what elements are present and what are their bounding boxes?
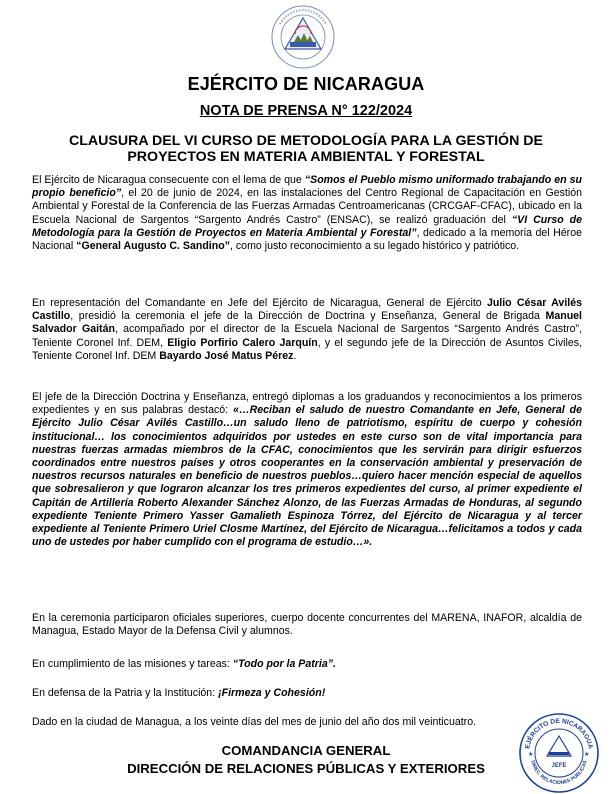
closing-date-text: Dado en la ciudad de Managua, a los veinte días del mes de junio del año dos mil veinticuatro. [32, 716, 477, 728]
paragraph-text: , acompañado por el director de la Escuela Nacional de Sargentos “Sargento Andrés Castro”, Teniente Coronel Inf. DEM, [32, 323, 582, 349]
press-release-number: NOTA DE PRENSA N° 122/2024 [199, 103, 413, 119]
seal-star-icon: ★ [528, 751, 534, 758]
title-line-2: PROYECTOS EN MATERIA AMBIENTAL Y FORESTAL [127, 149, 485, 165]
organization-heading: EJÉRCITO DE NICARAGUA [187, 74, 425, 94]
paragraph-3 [32, 391, 582, 549]
slogan: “Todo por la Patria”. [232, 658, 336, 670]
paragraph-text: En representación del Comandante en Jefe del Ejército de Nicaragua, General de Ejército [32, 297, 487, 309]
official-seal-icon [518, 712, 600, 794]
signature-line-1: COMANDANCIA GENERAL [221, 743, 391, 758]
hero-name: “General Augusto C. Sandino” [76, 240, 230, 253]
paragraph-1 [32, 174, 582, 253]
paragraph-text: , dedicado a la memoria del Héroe Nacional [32, 226, 582, 253]
paragraph-text: , el 20 de junio de 2024, en las instalaciones del Centro Regional de Capacitación en Gestión Ambiental y Forestal de la Conferencia de las Fuerzas Armadas Centroamericanas (CRCGAF-CFAC), ubicado en la Escuela Nacional de Sargentos “Sargento Andrés Castro” (ENSAC), se realizó graduación del [32, 187, 582, 226]
seal-center-text: JEFE [551, 763, 567, 769]
paragraph-text: En la ceremonia participaron oficiales superiores, cuerpo docente concurrentes del MARENA, INAFOR, alcaldía de Managua, Estado Mayor de la Defensa Civil y alumnos. [32, 612, 582, 638]
paragraph-text: , y el segundo jefe de la Dirección de Asuntos Civiles, Teniente Coronel Inf. DEM [32, 336, 582, 362]
seal-bottom-text: DIREC. RELACIONES PÚBLICAS [529, 759, 589, 787]
paragraph-7 [32, 716, 582, 729]
paragraph-text: , como justo reconocimiento a su legado histórico y patriótico. [230, 240, 520, 253]
seal-top-text: EJÉRCITO DE NICARAGUA [524, 717, 594, 750]
paragraph-2 [32, 297, 582, 363]
paragraph-6 [32, 687, 582, 700]
course-name: “VI Curso de Metodología para la Gestión de Proyectos en Materia Ambiental y Forestal” [32, 213, 582, 239]
person-name: Manuel Salvador Gaitán [32, 310, 582, 336]
paragraph-4 [32, 612, 582, 638]
paragraph-text: En cumplimiento de las misiones y tareas: [32, 658, 233, 670]
signature-line-2: DIRECCIÓN DE RELACIONES PÚBLICAS Y EXTERIORES [127, 761, 485, 776]
motto-quote: “Somos el Pueblo mismo uniformado trabajando en su propio beneficio” [32, 174, 583, 200]
seal-star-icon: ★ [584, 751, 590, 758]
paragraph-text: El Ejército de Nicaragua consecuente con el lema de que [32, 174, 305, 186]
slogan: ¡Firmeza y Cohesión! [218, 687, 326, 699]
paragraph-5 [32, 658, 582, 671]
person-name: Bayardo José Matus Pérez [159, 349, 294, 362]
paragraph-text: , presidió la ceremonia el jefe de la Dirección de Doctrina y Enseñanza, General de Brigada [70, 310, 546, 323]
nicaragua-coat-of-arms-icon [270, 4, 336, 70]
person-name: Eligio Porfirio Calero Jarquín [167, 336, 318, 349]
person-name: Julio César Avilés Castillo [32, 297, 582, 323]
paragraph-text: El jefe de la Dirección Doctrina y Enseñanza, entregó diplomas a los graduandos y reconocimientos a los primeros expedientes y en sus palabras destacó: [32, 391, 582, 417]
speech-quote: «…Reciban el saludo de nuestro Comandante en Jefe, General de Ejército Julio César Avilés Castillo…un saludo lleno de patriotismo, espíritu de cuerpo y cohesión institucional… los conocimientos adquiridos por ustedes en este curso son de vital importancia para nuestras fuerzas armadas miembros de la CFAC, conocimientos que les servirán para dirigir esfuerzos coordinados entre nuestros países y otros cooperantes en la conservación ambiental y preservación de nuestros recursos naturales en beneficio de nuestros pueblos…quiero hacer mención especial de aquellos que sobresalieron y que lograron alcanzar los tres primeros expedientes del curso, al primer expediente el Capitán de Artillería Roberto Alexander Sánchez Alonzo, de las Fuerzas Armadas de Honduras, al segundo expediente Teniente Primero Yasser Gamalieth Espinoza Tórrez, del Ejército de Nicaragua y al tercer expediente al Teniente Primero Uriel Closme Martínez, del Ejército de Nicaragua…felicitamos a todos y cada uno de ustedes por haber cumplido con el programa de estudio…». [32, 404, 583, 549]
paragraph-text: . [293, 349, 297, 362]
paragraph-text: En defensa de la Patria y la Institución: [32, 687, 219, 699]
title-line-1: CLAUSURA DEL VI CURSO DE METODOLOGÍA PARA LA GESTIÓN DE [69, 133, 543, 149]
press-release-title [50, 133, 562, 165]
